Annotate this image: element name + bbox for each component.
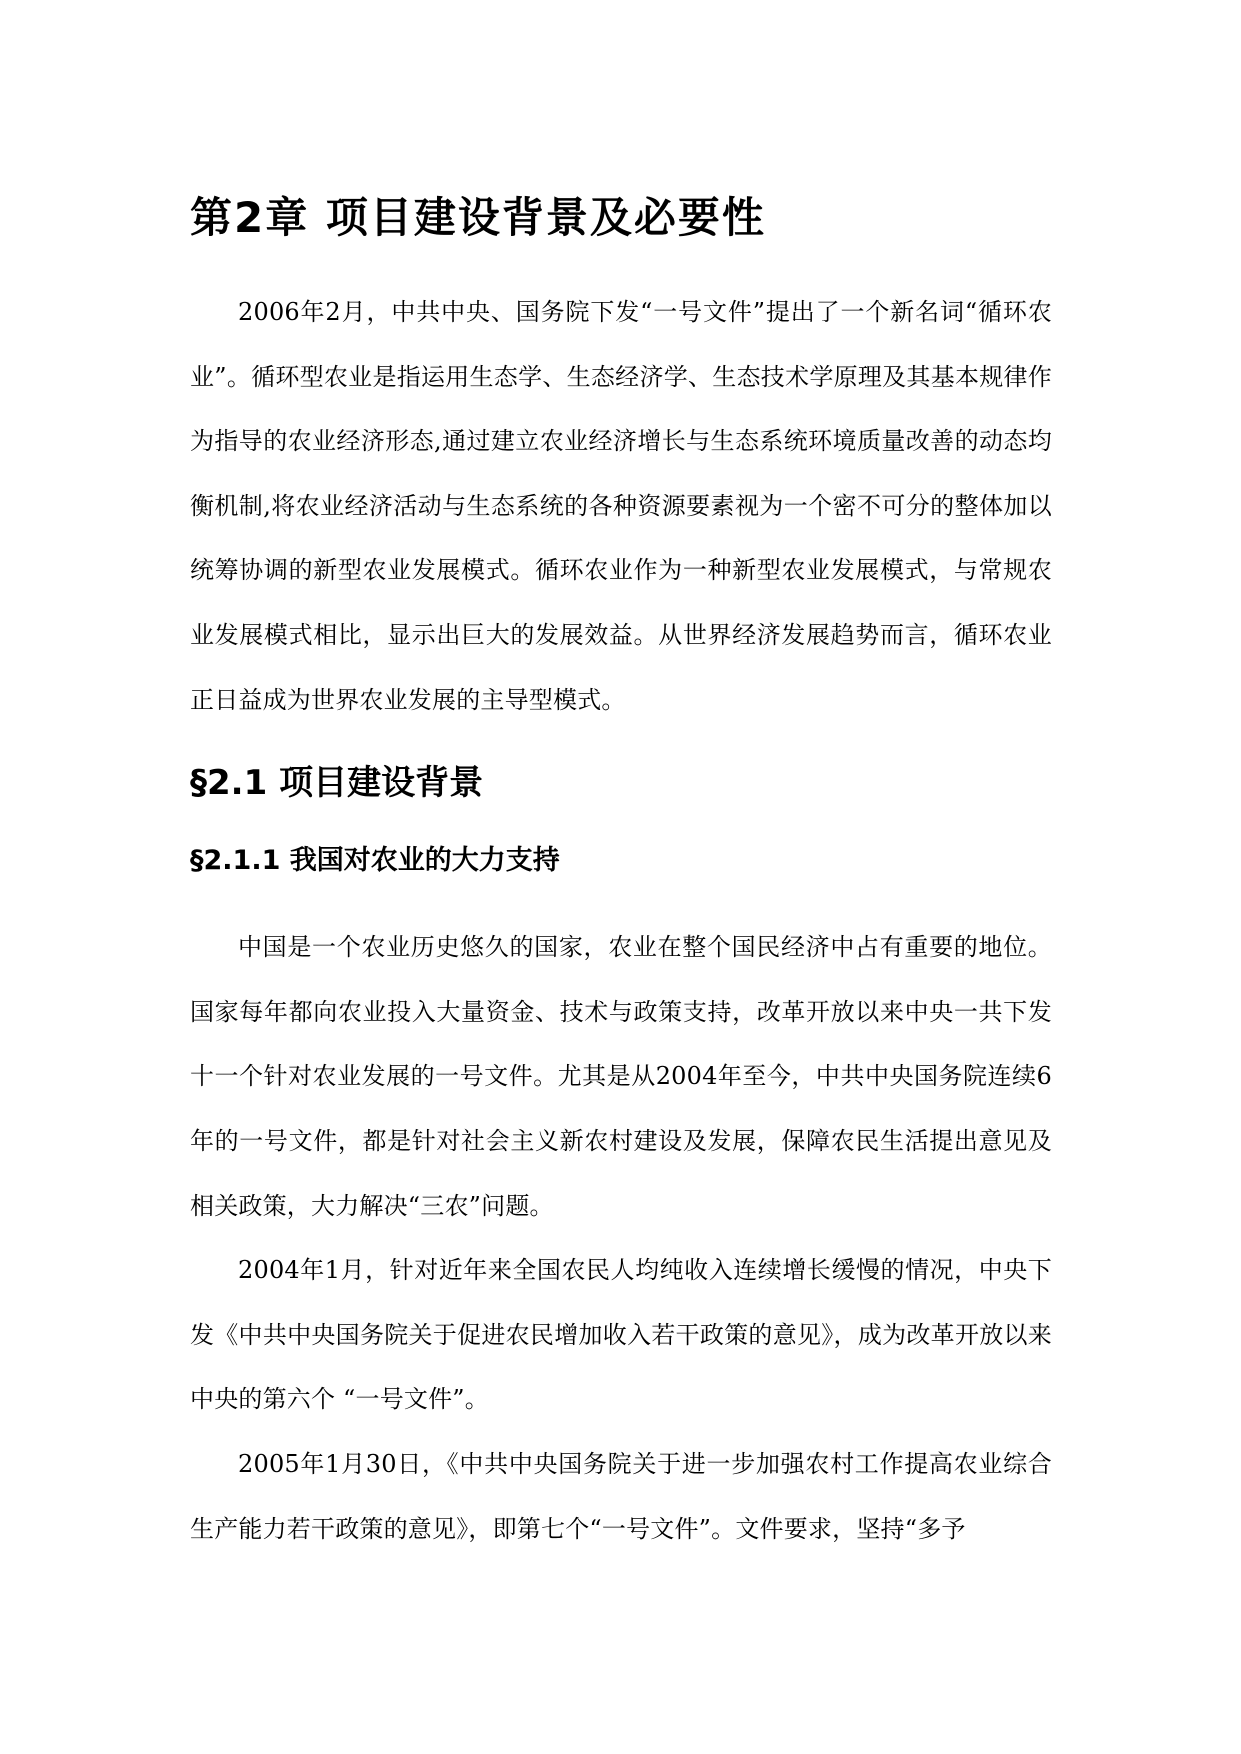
- body-paragraph: 中国是一个农业历史悠久的国家，农业在整个国民经济中占有重要的地位。国家每年都向农业投入大量资金、技术与政策支持，改革开放以来中央一共下发十一个针对农业发展的一号文件。尤其是从2004年至今，中共中央国务院连续6年的一号文件，都是针对社会主义新农村建设及发展，保障农民生活提出意见及相关政策，大力解决“三农”问题。: [190, 933, 1052, 1220]
- body-paragraph: 2005年1月30日，《中共中央国务院关于进一步加强农村工作提高农业综合生产能力若干政策的意见》，即第七个“一号文件”。文件要求，坚持“多予: [190, 1449, 1052, 1543]
- page-content: [190, 183, 1052, 1561]
- chapter-title: 第2章 项目建设背景及必要性: [190, 193, 766, 242]
- body-paragraph: 2004年1月，针对近年来全国农民人均纯收入连续增长缓慢的情况，中央下发《中共中央国务院关于促进农民增加收入若干政策的意见》，成为改革开放以来中央的第六个 “一号文件”。: [190, 1256, 1052, 1414]
- section-title: §2.1 项目建设背景: [190, 763, 484, 804]
- chapter-intro-paragraph: 2006年2月，中共中央、国务院下发“一号文件”提出了一个新名词“循环农业”。循环型农业是指运用生态学、生态经济学、生态技术学原理及其基本规律作为指导的农业经济形态,通过建立农业经济增长与生态系统环境质量改善的动态均衡机制,将农业经济活动与生态系统的各种资源要素视为一个密不可分的整体加以统筹协调的新型农业发展模式。循环农业作为一种新型农业发展模式，与常规农业发展模式相比，显示出巨大的发展效益。从世界经济发展趋势而言，循环农业正日益成为世界农业发展的主导型模式。: [190, 298, 1052, 714]
- subsection-title: §2.1.1 我国对农业的大力支持: [190, 845, 560, 877]
